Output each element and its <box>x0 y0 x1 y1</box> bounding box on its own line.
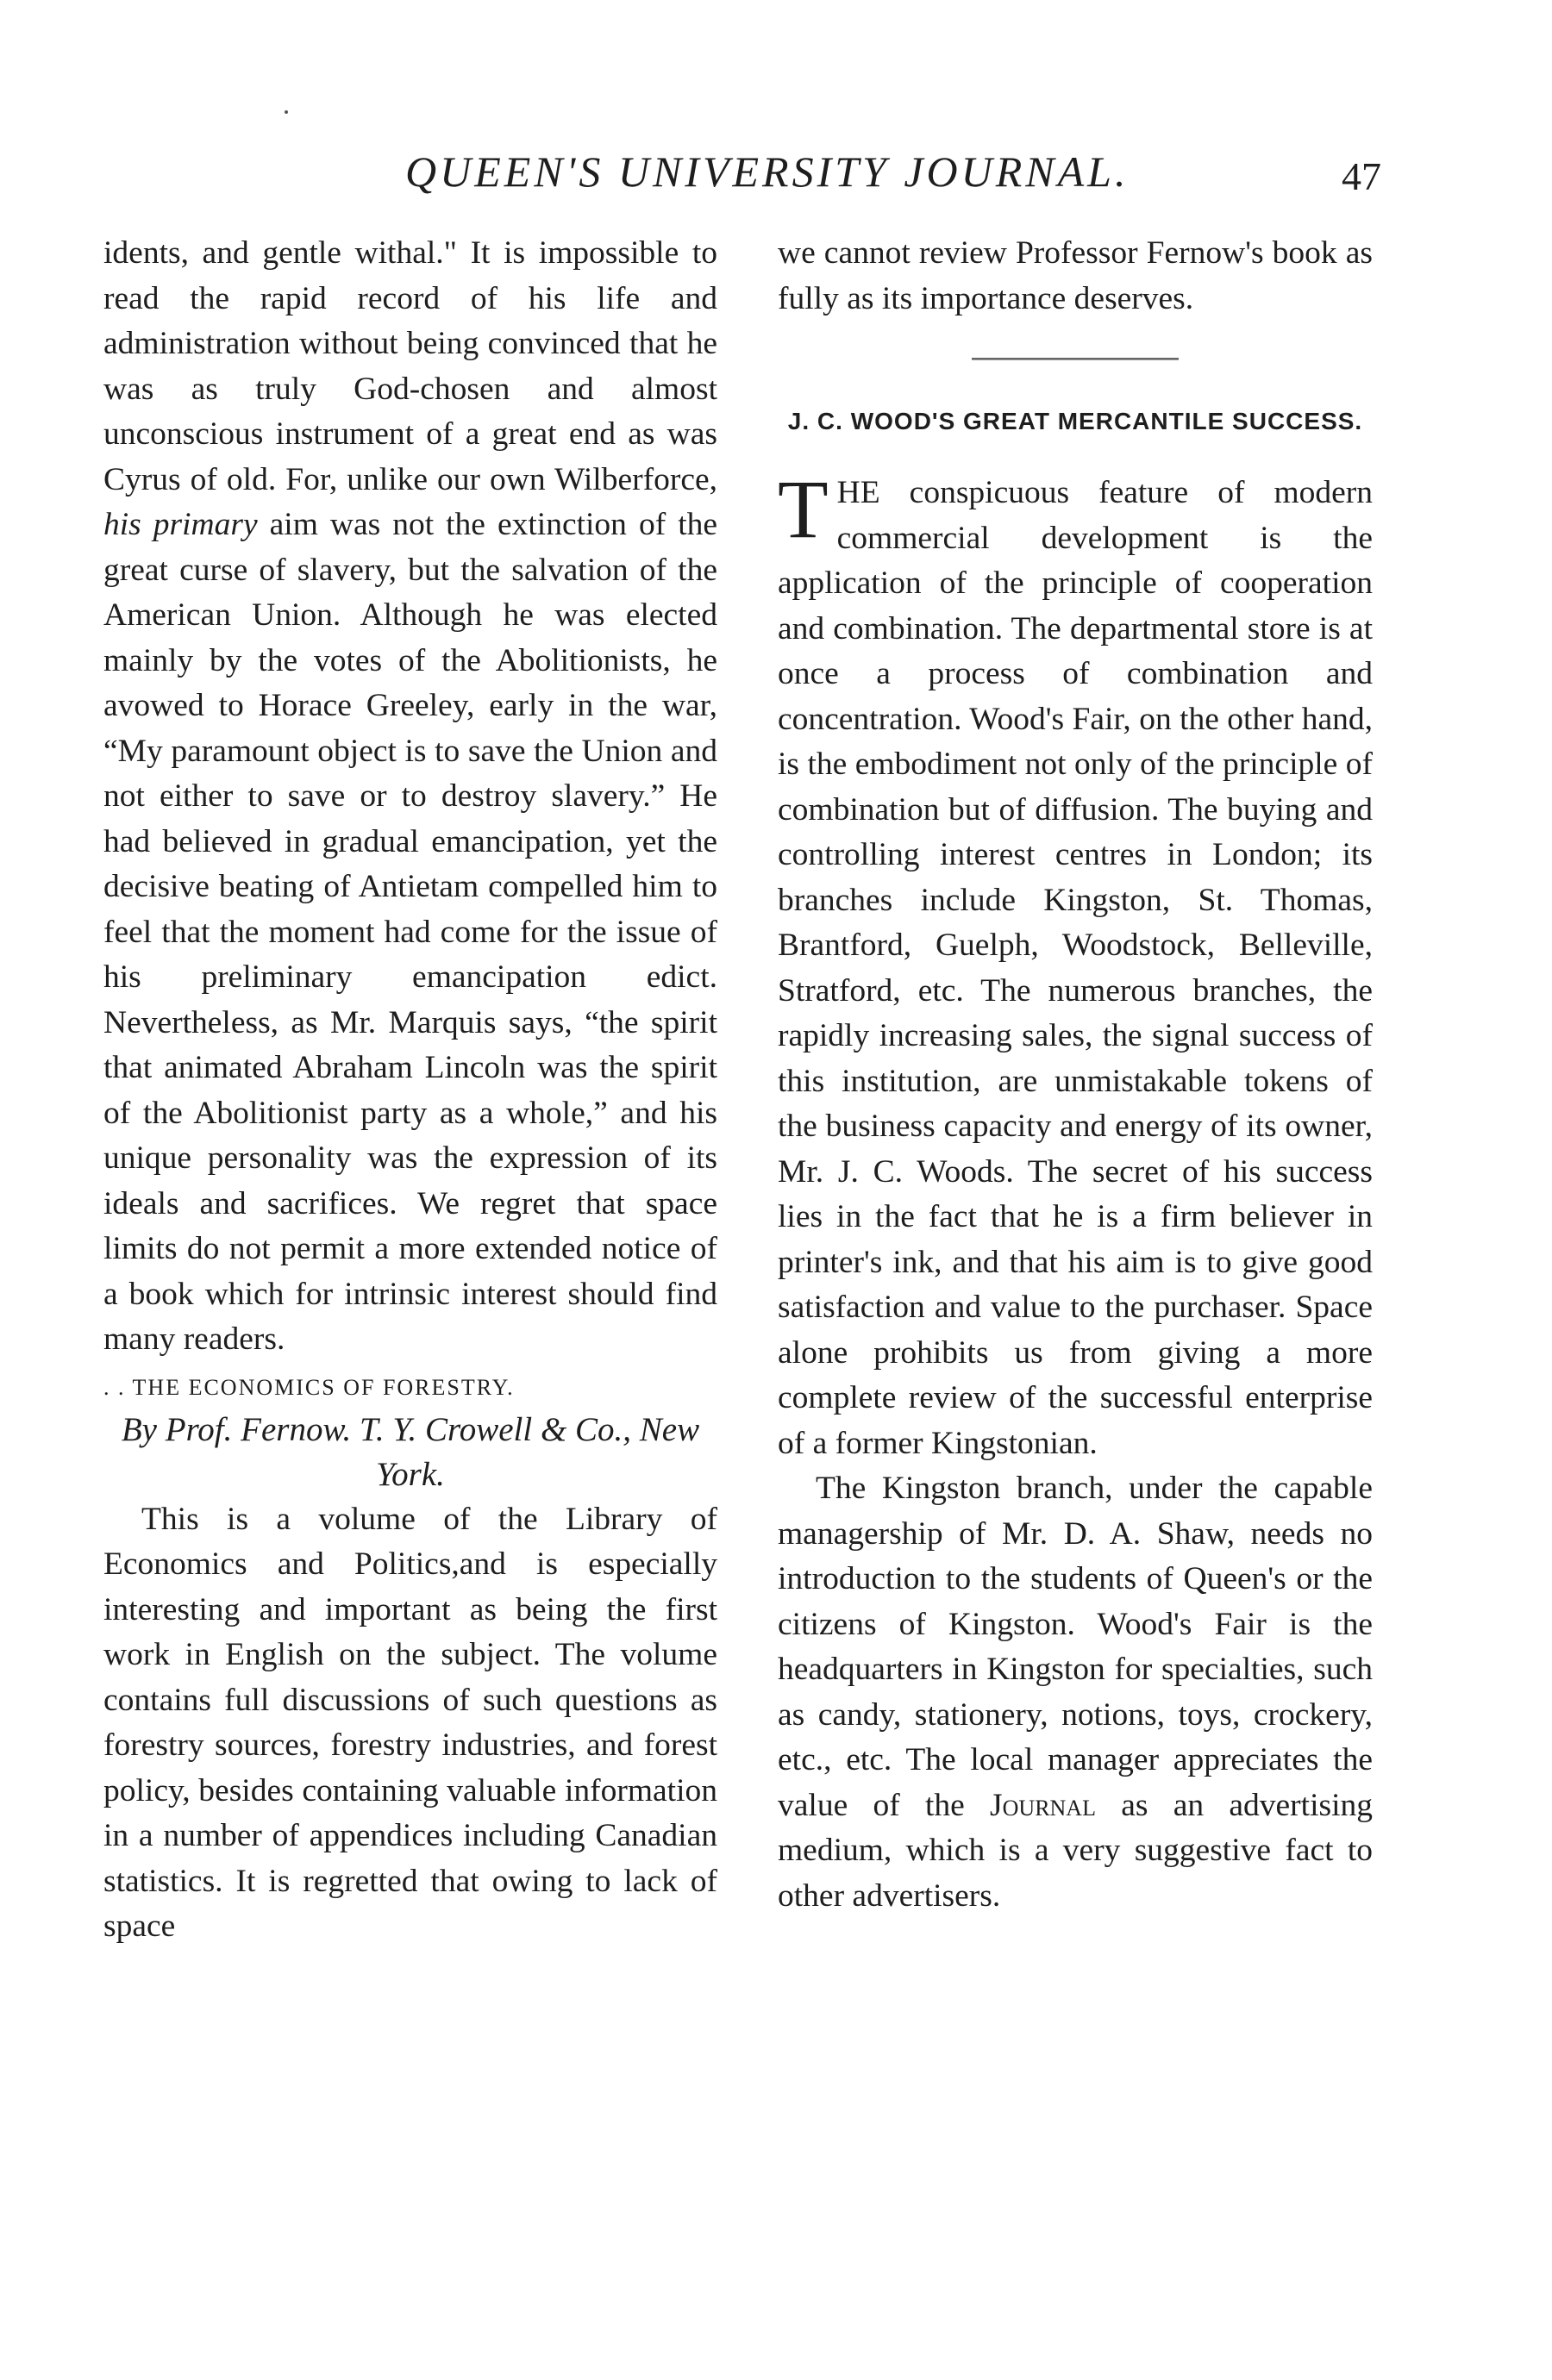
drop-cap: T <box>778 463 829 555</box>
journal-title: QUEEN'S UNIVERSITY JOURNAL. <box>405 147 1130 196</box>
paragraph-text: conspicuous feature of modern commercial development is the application of the principle of cooperation and combination. The departmental store is at once a process of combination and concentration. Wood's Fair, on the other hand, is the embodiment not only of the principle of combination but of diffusion. The buying and controlling interest centres in London; its branches include Kingston, St. Thomas, Brantford, Guelph, Woodstock, Belleville, Stratford, etc. The numerous branches, the rapidly increasing sales, the signal success of this institution, are unmistakable tokens of the business capacity and energy of its owner, Mr. J. C. Woods. The secret of his success lies in the fact that he is a firm believer in printer's ink, and that his aim is to give good satisfaction and value to the purchaser. Space alone prohibits us from giving a more complete review of the successful enterprise of a former Kingstonian. <box>778 475 1374 1461</box>
page-header <box>0 147 1552 216</box>
print-speck <box>285 110 288 114</box>
paragraph-text: idents, and gentle withal." It is impossible to read the rapid record of his life and administration without being convinced that he was as truly God-chosen and almost unconscious instrument of a great end as was Cyrus of old. For, unlike our own Wilberforce, <box>103 235 717 497</box>
paragraph-text: as an advertising medium, which is a very suggestive fact to other advertisers. <box>778 1787 1374 1914</box>
right-column <box>778 231 1373 1919</box>
page-number: 47 <box>1342 154 1381 198</box>
woods-article-paragraph <box>778 463 1374 1466</box>
section-heading: J. C. WOOD'S GREAT MERCANTILE SUCCESS. <box>787 408 1363 434</box>
lincoln-review-paragraph <box>103 231 717 1363</box>
section-divider <box>972 358 1179 360</box>
review-title: . . THE ECONOMICS OF FORESTRY. <box>103 1374 515 1400</box>
paragraph-text: The Kingston branch, under the capable managership of Mr. D. A. Shaw, needs no introduction to the students of Queen's or the citizens of Kingston. Wood's Fair is the headquarters in Kingston for specialties, such as candy, stationery, notions, toys, crockery, etc., etc. The local manager appreciates the value of the <box>778 1471 1373 1823</box>
journal-smallcaps: Journal <box>990 1787 1096 1823</box>
paragraph-text: aim was not the extinction of the great curse of slavery, but the salvation of the American Union. Although he was elected mainly by the votes of the Abolitionists, he avowed to Horace Greeley, early in the war, “My paramount object is to save the Union and not either to save or to destroy slavery.” He had believed in gradual emancipation, yet the decisive beating of Antietam compelled him to feel that the moment had come for the issue of his preliminary emancipation edict. Nevertheless, as Mr. Marquis says, “the spirit that animated Abraham Lincoln was the spirit of the Abolitionist party as a whole,” and his unique personality was the expression of its ideals and sacrifices. We regret that space limits do not permit a more extended notice of a book which for intrinsic interest should find many readers. <box>103 507 718 1357</box>
kingston-branch-paragraph <box>778 1466 1373 1919</box>
forestry-review-continuation: we cannot review Professor Fernow's book as fully as its importance deserves. <box>778 235 1373 316</box>
review-byline: By Prof. Fernow. T. Y. Crowell & Co., New York. <box>121 1410 700 1493</box>
lead-word: HE <box>836 475 880 510</box>
forestry-review-paragraph: This is a volume of the Library of Economics and Politics,and is especially interesting and important as being the first work in English on the subject. The volume contains full discussions of such questions as forestry sources, forestry industries, and forest policy, besides containing valuable information in a number of appendices including Canadian statistics. It is regretted that owing to lack of space <box>103 1501 717 1944</box>
italic-phrase: his primary <box>103 507 258 542</box>
left-column <box>103 231 717 1950</box>
